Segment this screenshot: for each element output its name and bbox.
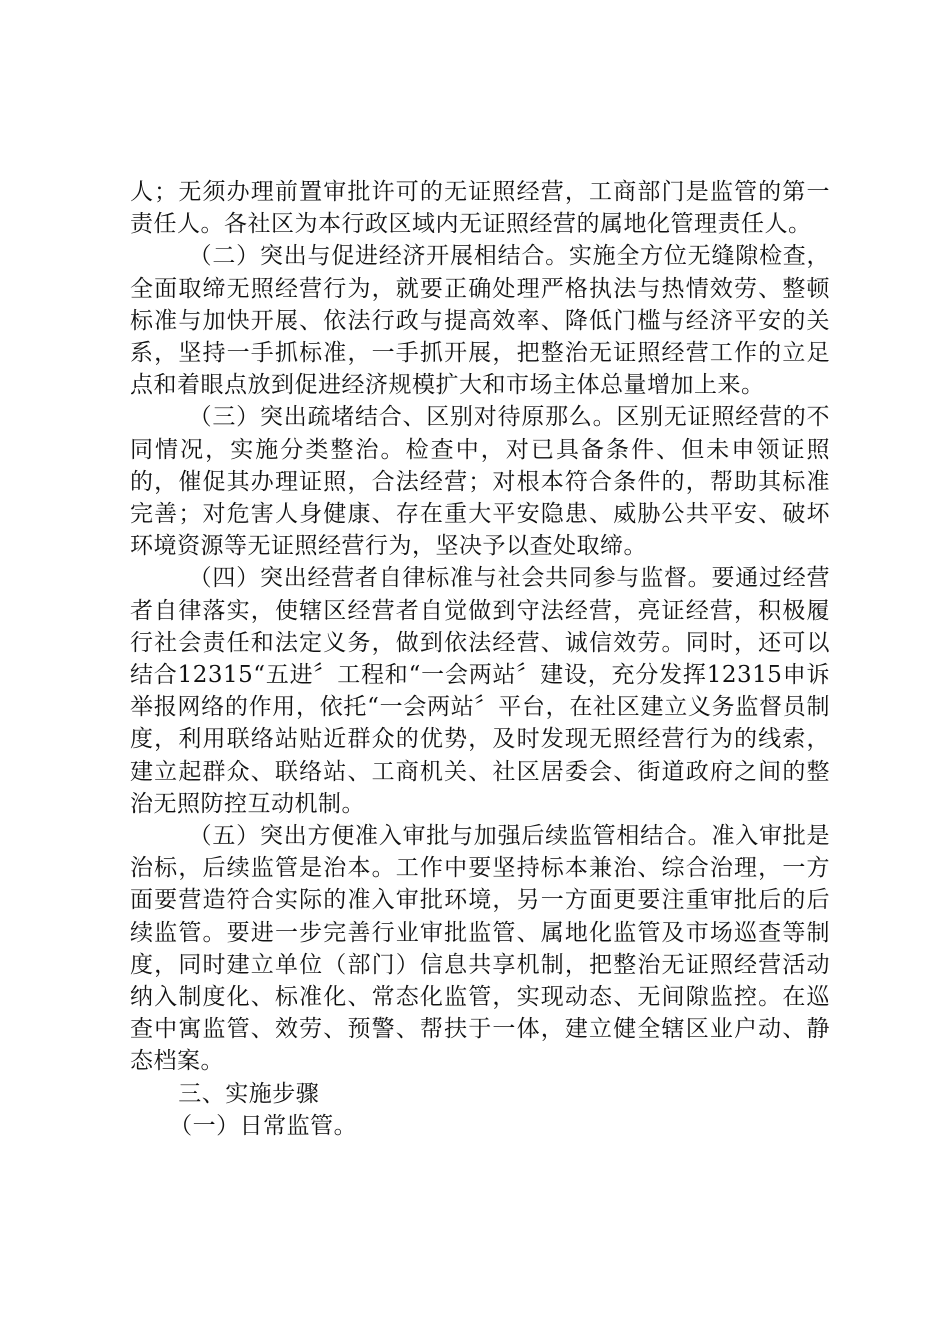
paragraph-section-5: （五）突出方便准入审批与加强后续监管相结合。准入审批是治标，后续监管是治本。工作中要坚持标本兼治、综合治理，一方面要营造符合实际的准入审批环境，另一方面更要注重审批后的后续监管。要进一步完善行业审批监管、属地化监管及市场巡查等制度，同时建立单位（部门）信息共享机制，把整治无证照经营活动纳入制度化、标准化、常态化监管，实现动态、无间隙监控。在巡查中寓监管、效劳、预警、帮扶于一体，建立健全辖区业户动、静态档案。 <box>130 823 830 1075</box>
heading-implementation-steps: 三、实施步骤 <box>178 1080 320 1107</box>
paragraph-section-3: （三）突出疏堵结合、区别对待原那么。区别无证照经营的不同情况，实施分类整治。检查中，对已具备条件、但未申领证照的，催促其办理证照，合法经营；对根本符合条件的，帮助其标准完善；对危害人身健康、存在重大平安隐患、威胁公共平安、破坏环境资源等无证照经营行为，坚决予以查处取缔。 <box>130 404 830 560</box>
document-body <box>130 176 830 1142</box>
paragraph-continuation: 人；无须办理前置审批许可的无证照经营，工商部门是监管的第一责任人。各社区为本行政区域内无证照经营的属地化管理责任人。 <box>130 179 830 238</box>
subheading-daily-supervision: （一）日常监管。 <box>169 1112 358 1139</box>
paragraph-section-4: （四）突出经营者自律标准与社会共同参与监督。要通过经营者自律落实，使辖区经营者自觉做到守法经营，亮证经营，积极履行社会责任和法定义务，做到依法经营、诚信效劳。同时，还可以结合12315“五进〞工程和“一会两站〞建设，充分发挥12315申诉举报网络的作用，依托“一会两站〞平台，在社区建立义务监督员制度，利用联络站贴近群众的优势，及时发现无照经营行为的线索，建立起群众、联络站、工商机关、社区居委会、街道政府之间的整治无照防控互动机制。 <box>130 565 830 817</box>
paragraph-section-2: （二）突出与促进经济开展相结合。实施全方位无缝隙检查，全面取缔无照经营行为，就要正确处理严格执法与热情效劳、整顿标准与加快开展、依法行政与提高效率、降低门槛与经济平安的关系，坚持一手抓标准，一手抓开展，把整治无证照经营工作的立足点和着眼点放到促进经济规模扩大和市场主体总量增加上来。 <box>130 243 830 399</box>
